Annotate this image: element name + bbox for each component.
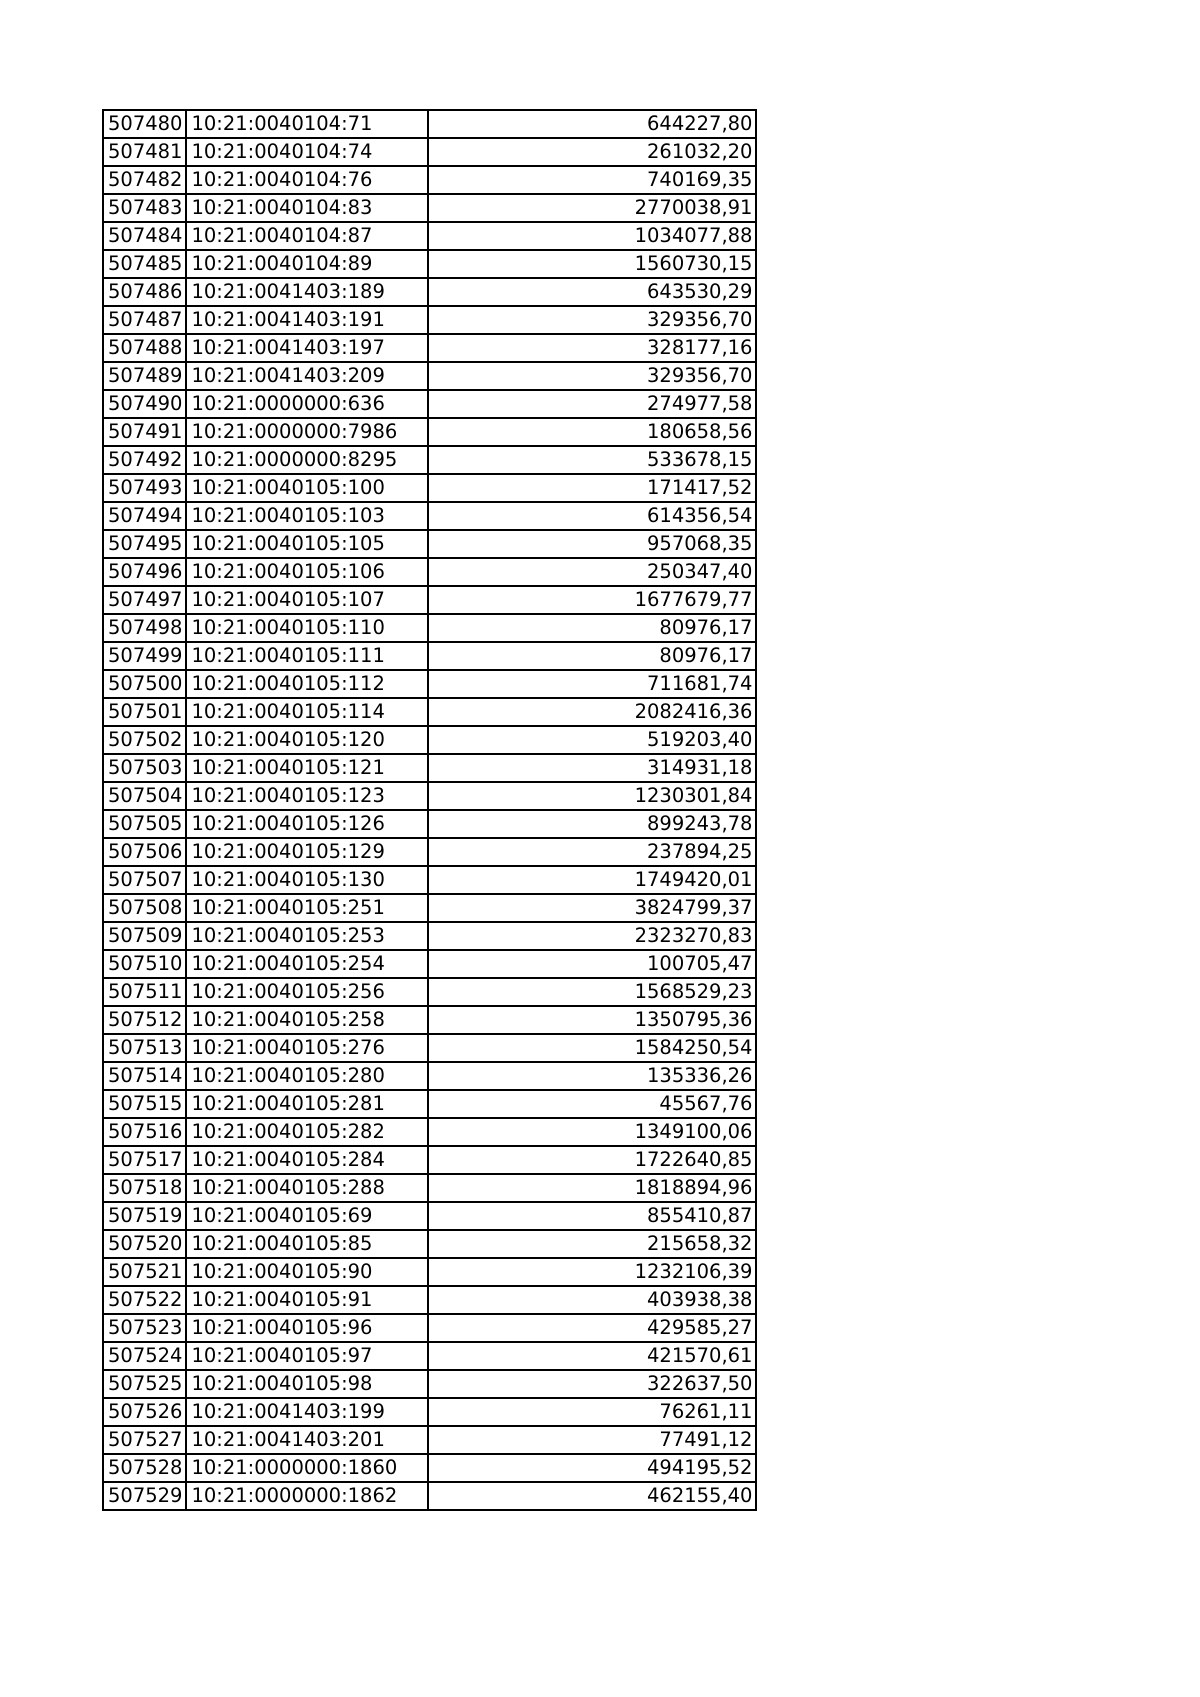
value-cell: 462155,40 (428, 1482, 756, 1510)
cadastral-number-cell: 10:21:0040105:107 (186, 586, 428, 614)
table-row (103, 1286, 756, 1314)
table-row (103, 922, 756, 950)
table-row (103, 1230, 756, 1258)
table-row (103, 1454, 756, 1482)
table-row (103, 1118, 756, 1146)
table-row (103, 1482, 756, 1510)
row-number-cell: 507501 (103, 698, 186, 726)
value-cell: 1818894,96 (428, 1174, 756, 1202)
value-cell: 135336,26 (428, 1062, 756, 1090)
value-cell: 237894,25 (428, 838, 756, 866)
table-row (103, 1370, 756, 1398)
value-cell: 171417,52 (428, 474, 756, 502)
table-row (103, 978, 756, 1006)
row-number-cell: 507483 (103, 194, 186, 222)
cadastral-number-cell: 10:21:0040105:121 (186, 754, 428, 782)
value-cell: 1350795,36 (428, 1006, 756, 1034)
row-number-cell: 507500 (103, 670, 186, 698)
row-number-cell: 507506 (103, 838, 186, 866)
value-cell: 100705,47 (428, 950, 756, 978)
table-row (103, 194, 756, 222)
row-number-cell: 507520 (103, 1230, 186, 1258)
value-cell: 429585,27 (428, 1314, 756, 1342)
table-row (103, 1202, 756, 1230)
row-number-cell: 507507 (103, 866, 186, 894)
table-row (103, 1034, 756, 1062)
table-row (103, 418, 756, 446)
cadastral-number-cell: 10:21:0040105:114 (186, 698, 428, 726)
row-number-cell: 507495 (103, 530, 186, 558)
cadastral-number-cell: 10:21:0040105:284 (186, 1146, 428, 1174)
value-cell: 614356,54 (428, 502, 756, 530)
row-number-cell: 507527 (103, 1426, 186, 1454)
cadastral-number-cell: 10:21:0040105:288 (186, 1174, 428, 1202)
table-row (103, 334, 756, 362)
table-row (103, 1314, 756, 1342)
row-number-cell: 507499 (103, 642, 186, 670)
value-cell: 1722640,85 (428, 1146, 756, 1174)
value-cell: 80976,17 (428, 642, 756, 670)
table-row (103, 950, 756, 978)
table-row (103, 726, 756, 754)
cadastral-number-cell: 10:21:0041403:201 (186, 1426, 428, 1454)
cadastral-number-cell: 10:21:0040105:129 (186, 838, 428, 866)
table-row (103, 810, 756, 838)
table-row (103, 530, 756, 558)
value-cell: 421570,61 (428, 1342, 756, 1370)
row-number-cell: 507521 (103, 1258, 186, 1286)
value-cell: 2770038,91 (428, 194, 756, 222)
table-row (103, 670, 756, 698)
row-number-cell: 507496 (103, 558, 186, 586)
table-row (103, 614, 756, 642)
value-cell: 643530,29 (428, 278, 756, 306)
value-cell: 1232106,39 (428, 1258, 756, 1286)
row-number-cell: 507517 (103, 1146, 186, 1174)
table-row (103, 1258, 756, 1286)
cadastral-number-cell: 10:21:0040104:76 (186, 166, 428, 194)
table-row (103, 866, 756, 894)
cadastral-number-cell: 10:21:0040104:83 (186, 194, 428, 222)
row-number-cell: 507491 (103, 418, 186, 446)
value-cell: 1584250,54 (428, 1034, 756, 1062)
cadastral-number-cell: 10:21:0040105:103 (186, 502, 428, 530)
table-row (103, 586, 756, 614)
value-cell: 740169,35 (428, 166, 756, 194)
cadastral-number-cell: 10:21:0000000:1860 (186, 1454, 428, 1482)
cadastral-number-cell: 10:21:0040105:112 (186, 670, 428, 698)
row-number-cell: 507490 (103, 390, 186, 418)
table-body (103, 110, 756, 1510)
cadastral-number-cell: 10:21:0040104:71 (186, 110, 428, 138)
row-number-cell: 507492 (103, 446, 186, 474)
value-cell: 1568529,23 (428, 978, 756, 1006)
cadastral-number-cell: 10:21:0040105:251 (186, 894, 428, 922)
table-row (103, 166, 756, 194)
cadastral-number-cell: 10:21:0041403:189 (186, 278, 428, 306)
value-cell: 1034077,88 (428, 222, 756, 250)
value-cell: 899243,78 (428, 810, 756, 838)
cadastral-number-cell: 10:21:0040105:85 (186, 1230, 428, 1258)
table-row (103, 558, 756, 586)
value-cell: 2323270,83 (428, 922, 756, 950)
row-number-cell: 507513 (103, 1034, 186, 1062)
row-number-cell: 507522 (103, 1286, 186, 1314)
value-cell: 855410,87 (428, 1202, 756, 1230)
table-row (103, 754, 756, 782)
table-row (103, 306, 756, 334)
value-cell: 261032,20 (428, 138, 756, 166)
table-row (103, 1006, 756, 1034)
row-number-cell: 507509 (103, 922, 186, 950)
cadastral-number-cell: 10:21:0041403:191 (186, 306, 428, 334)
value-cell: 329356,70 (428, 306, 756, 334)
cadastral-number-cell: 10:21:0040105:123 (186, 782, 428, 810)
cadastral-number-cell: 10:21:0040105:105 (186, 530, 428, 558)
row-number-cell: 507486 (103, 278, 186, 306)
cadastral-number-cell: 10:21:0040105:110 (186, 614, 428, 642)
row-number-cell: 507519 (103, 1202, 186, 1230)
cadastral-number-cell: 10:21:0040105:126 (186, 810, 428, 838)
row-number-cell: 507505 (103, 810, 186, 838)
cadastral-number-cell: 10:21:0040105:281 (186, 1090, 428, 1118)
value-cell: 274977,58 (428, 390, 756, 418)
value-cell: 1230301,84 (428, 782, 756, 810)
table-row (103, 894, 756, 922)
value-cell: 533678,15 (428, 446, 756, 474)
row-number-cell: 507497 (103, 586, 186, 614)
row-number-cell: 507512 (103, 1006, 186, 1034)
table-row (103, 222, 756, 250)
row-number-cell: 507525 (103, 1370, 186, 1398)
value-cell: 519203,40 (428, 726, 756, 754)
row-number-cell: 507485 (103, 250, 186, 278)
table-row (103, 474, 756, 502)
table-row (103, 278, 756, 306)
row-number-cell: 507502 (103, 726, 186, 754)
cadastral-number-cell: 10:21:0041403:197 (186, 334, 428, 362)
value-cell: 1677679,77 (428, 586, 756, 614)
cadastral-number-cell: 10:21:0000000:8295 (186, 446, 428, 474)
cadastral-number-cell: 10:21:0041403:199 (186, 1398, 428, 1426)
cadastral-number-cell: 10:21:0040105:258 (186, 1006, 428, 1034)
row-number-cell: 507480 (103, 110, 186, 138)
row-number-cell: 507526 (103, 1398, 186, 1426)
cadastral-number-cell: 10:21:0040105:106 (186, 558, 428, 586)
row-number-cell: 507515 (103, 1090, 186, 1118)
table-row (103, 782, 756, 810)
cadastral-number-cell: 10:21:0000000:636 (186, 390, 428, 418)
row-number-cell: 507488 (103, 334, 186, 362)
value-cell: 2082416,36 (428, 698, 756, 726)
value-cell: 1560730,15 (428, 250, 756, 278)
cadastral-number-cell: 10:21:0040105:130 (186, 866, 428, 894)
table-row (103, 1174, 756, 1202)
cadastral-number-cell: 10:21:0040105:280 (186, 1062, 428, 1090)
value-cell: 403938,38 (428, 1286, 756, 1314)
row-number-cell: 507529 (103, 1482, 186, 1510)
row-number-cell: 507489 (103, 362, 186, 390)
cadastral-number-cell: 10:21:0040105:96 (186, 1314, 428, 1342)
table-row (103, 390, 756, 418)
value-cell: 1749420,01 (428, 866, 756, 894)
value-cell: 1349100,06 (428, 1118, 756, 1146)
cadastral-number-cell: 10:21:0000000:1862 (186, 1482, 428, 1510)
table-row (103, 1062, 756, 1090)
cadastral-number-cell: 10:21:0040105:69 (186, 1202, 428, 1230)
row-number-cell: 507493 (103, 474, 186, 502)
value-cell: 644227,80 (428, 110, 756, 138)
row-number-cell: 507510 (103, 950, 186, 978)
cadastral-number-cell: 10:21:0040105:254 (186, 950, 428, 978)
cadastral-number-cell: 10:21:0040104:87 (186, 222, 428, 250)
value-cell: 314931,18 (428, 754, 756, 782)
cadastral-number-cell: 10:21:0040105:256 (186, 978, 428, 1006)
value-cell: 3824799,37 (428, 894, 756, 922)
cadastral-number-cell: 10:21:0040105:120 (186, 726, 428, 754)
value-cell: 322637,50 (428, 1370, 756, 1398)
value-cell: 329356,70 (428, 362, 756, 390)
cadastral-number-cell: 10:21:0040105:91 (186, 1286, 428, 1314)
table-row (103, 1146, 756, 1174)
cadastral-number-cell: 10:21:0040105:100 (186, 474, 428, 502)
row-number-cell: 507511 (103, 978, 186, 1006)
cadastral-number-cell: 10:21:0040105:90 (186, 1258, 428, 1286)
value-cell: 494195,52 (428, 1454, 756, 1482)
table-row (103, 1342, 756, 1370)
cadastral-number-cell: 10:21:0040105:276 (186, 1034, 428, 1062)
table-row (103, 1398, 756, 1426)
table-row (103, 698, 756, 726)
cadastral-number-cell: 10:21:0040105:253 (186, 922, 428, 950)
row-number-cell: 507482 (103, 166, 186, 194)
cadastral-number-cell: 10:21:0040105:98 (186, 1370, 428, 1398)
row-number-cell: 507504 (103, 782, 186, 810)
value-cell: 77491,12 (428, 1426, 756, 1454)
table-row (103, 362, 756, 390)
cadastral-number-cell: 10:21:0041403:209 (186, 362, 428, 390)
value-cell: 80976,17 (428, 614, 756, 642)
table-row (103, 138, 756, 166)
row-number-cell: 507528 (103, 1454, 186, 1482)
cadastral-number-cell: 10:21:0040104:89 (186, 250, 428, 278)
value-cell: 250347,40 (428, 558, 756, 586)
table-row (103, 838, 756, 866)
cadastral-number-cell: 10:21:0040104:74 (186, 138, 428, 166)
value-cell: 76261,11 (428, 1398, 756, 1426)
row-number-cell: 507518 (103, 1174, 186, 1202)
row-number-cell: 507516 (103, 1118, 186, 1146)
value-cell: 45567,76 (428, 1090, 756, 1118)
row-number-cell: 507498 (103, 614, 186, 642)
cadastral-number-cell: 10:21:0040105:111 (186, 642, 428, 670)
row-number-cell: 507524 (103, 1342, 186, 1370)
table-row (103, 250, 756, 278)
cadastral-number-cell: 10:21:0040105:282 (186, 1118, 428, 1146)
row-number-cell: 507481 (103, 138, 186, 166)
row-number-cell: 507514 (103, 1062, 186, 1090)
value-cell: 957068,35 (428, 530, 756, 558)
table-row (103, 1426, 756, 1454)
row-number-cell: 507508 (103, 894, 186, 922)
table-row (103, 446, 756, 474)
table-row (103, 1090, 756, 1118)
row-number-cell: 507503 (103, 754, 186, 782)
value-cell: 711681,74 (428, 670, 756, 698)
data-table (102, 109, 757, 1511)
row-number-cell: 507487 (103, 306, 186, 334)
cadastral-number-cell: 10:21:0000000:7986 (186, 418, 428, 446)
value-cell: 215658,32 (428, 1230, 756, 1258)
row-number-cell: 507484 (103, 222, 186, 250)
row-number-cell: 507494 (103, 502, 186, 530)
row-number-cell: 507523 (103, 1314, 186, 1342)
table-row (103, 110, 756, 138)
table-row (103, 502, 756, 530)
table-row (103, 642, 756, 670)
cadastral-number-cell: 10:21:0040105:97 (186, 1342, 428, 1370)
value-cell: 328177,16 (428, 334, 756, 362)
value-cell: 180658,56 (428, 418, 756, 446)
